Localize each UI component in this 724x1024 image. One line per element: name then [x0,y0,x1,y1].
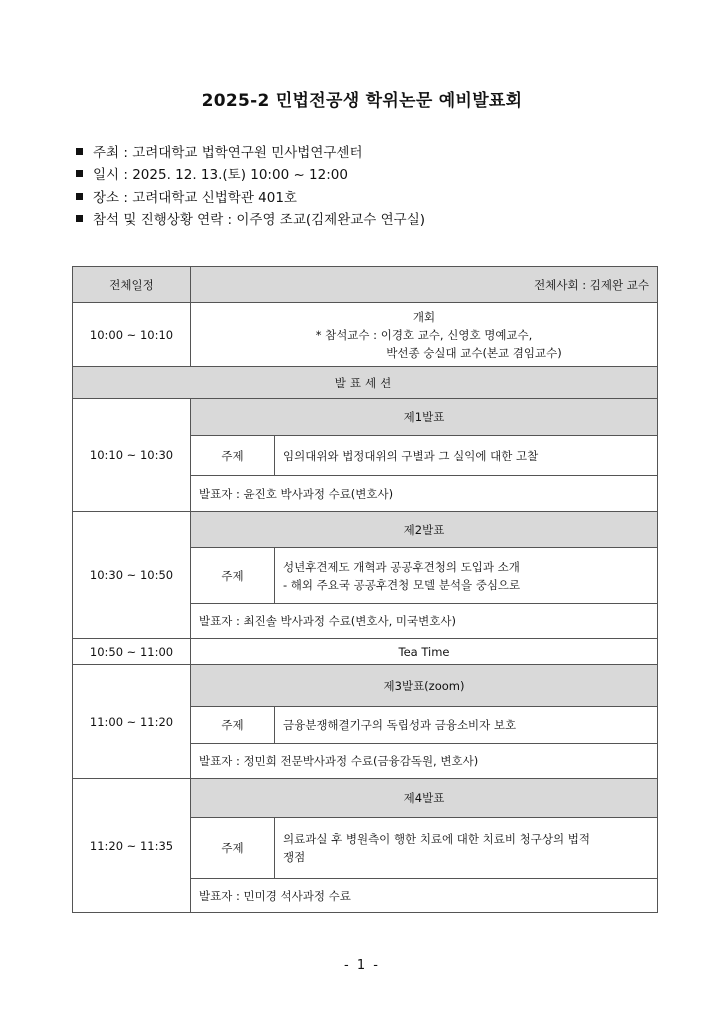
presentation-1-topic-label: 주제 [191,436,275,476]
table-row-presentation-title [73,665,658,707]
table-row-session [73,367,658,399]
presentation-3-topic: 금융분쟁해결기구의 독립성과 금융소비자 보호 [275,707,658,744]
square-bullet-icon [76,193,83,200]
presentation-3-presenter: 발표자 : 정민희 전문박사과정 수료(금융감독원, 변호사) [191,744,658,779]
opening-details [191,303,658,367]
opening-title: 개회 [412,309,436,324]
table-row-presentation-title [73,779,658,818]
info-item-venue: 장소 : 고려대학교 신법학관 401호 [76,187,425,209]
opening-time: 10:00 ~ 10:10 [73,303,191,367]
presentation-2-title: 제2발표 [191,512,658,548]
header-overall-schedule: 전체일정 [73,267,191,303]
presentation-1-presenter: 발표자 : 윤진호 박사과정 수료(변호사) [191,476,658,512]
presentation-2-time: 10:30 ~ 10:50 [73,512,191,639]
presentation-4-topic: 의료과실 후 병원측이 행한 치료에 대한 치료비 청구상의 법적 쟁점 [275,818,658,879]
presentation-1-title: 제1발표 [191,399,658,436]
table-row-presentation-title [73,512,658,548]
table-row-opening [73,303,658,367]
opening-attendees-line1: * 참석교수 : 이경호 교수, 신영호 명예교수, [315,327,533,342]
table-header-row [73,267,658,303]
table-row-presentation-title [73,399,658,436]
presentation-2-presenter: 발표자 : 최진솔 박사과정 수료(변호사, 미국변호사) [191,604,658,639]
header-moderator: 전체사회 : 김제완 교수 [191,267,658,303]
presentation-4-title: 제4발표 [191,779,658,818]
schedule-table [72,266,658,913]
table-row-break [73,639,658,665]
presentation-1-topic: 임의대위와 법정대위의 구별과 그 실익에 대한 고찰 [275,436,658,476]
square-bullet-icon [76,148,83,155]
break-label: Tea Time [191,639,658,665]
presentation-3-title: 제3발표(zoom) [191,665,658,707]
event-info-list [76,142,425,231]
presentation-4-topic-label: 주제 [191,818,275,879]
break-time: 10:50 ~ 11:00 [73,639,191,665]
presentation-4-presenter: 발표자 : 민미경 석사과정 수료 [191,879,658,913]
presentation-1-time: 10:10 ~ 10:30 [73,399,191,512]
opening-attendees-line2: 박선종 숭실대 교수(본교 겸임교수) [386,345,562,360]
square-bullet-icon [76,170,83,177]
presentation-3-time: 11:00 ~ 11:20 [73,665,191,779]
presentation-2-topic: 성년후견제도 개혁과 공공후견청의 도입과 소개 - 해외 주요국 공공후견청 모델 분석을 중심으로 [275,548,658,604]
presentation-3-topic-label: 주제 [191,707,275,744]
info-item-host: 주최 : 고려대학교 법학연구원 민사법연구센터 [76,142,425,164]
presentation-4-time: 11:20 ~ 11:35 [73,779,191,913]
page-number: - 1 - [344,958,380,973]
square-bullet-icon [76,215,83,222]
session-label: 발표세션 [73,367,658,399]
info-item-date: 일시 : 2025. 12. 13.(토) 10:00 ~ 12:00 [76,164,425,186]
info-item-contact: 참석 및 진행상황 연락 : 이주영 조교(김제완교수 연구실) [76,209,425,231]
page-title: 2025-2 민법전공생 학위논문 예비발표회 [201,91,523,111]
presentation-2-topic-label: 주제 [191,548,275,604]
